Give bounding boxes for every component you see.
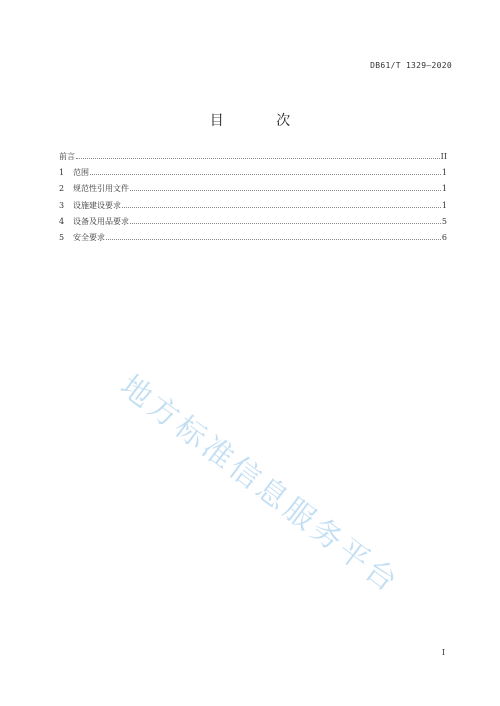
toc-dot-leader (106, 239, 441, 240)
toc-entry-label: 范围 (73, 168, 89, 178)
toc-entry-page: II (440, 152, 447, 161)
table-of-contents (59, 151, 447, 248)
toc-entry-label: 前言 (59, 152, 75, 161)
toc-dot-leader (130, 190, 441, 191)
toc-entry-normative-references[interactable] (59, 183, 447, 199)
toc-entry-page: 5 (441, 216, 447, 226)
toc-entry-scope[interactable] (59, 167, 447, 183)
toc-entry-label: 安全要求 (73, 232, 105, 242)
toc-entry-page: 1 (441, 184, 447, 194)
platform-watermark: 地方标准信息服务平台 (113, 368, 407, 602)
toc-entry-label: 规范性引用文件 (73, 184, 129, 194)
toc-entry-number: 2 (59, 184, 65, 194)
toc-entry-page: 1 (441, 168, 447, 178)
toc-entry-label: 设备及用品要求 (73, 216, 129, 226)
document-code: DB61/T 1329—2020 (370, 61, 452, 70)
toc-entry-number: 3 (59, 200, 65, 210)
toc-dot-leader (122, 207, 441, 208)
toc-title: 目 次 (209, 113, 315, 129)
toc-entry-safety-requirements[interactable] (59, 232, 447, 248)
toc-dot-leader (130, 223, 441, 224)
toc-entry-equipment-requirements[interactable] (59, 216, 447, 232)
toc-entry-page: 6 (441, 232, 447, 242)
toc-dot-leader (76, 158, 440, 159)
page-number: I (441, 648, 445, 657)
toc-entry-foreword[interactable] (59, 151, 447, 167)
toc-entry-number: 5 (59, 232, 65, 242)
toc-entry-label: 设施建设要求 (73, 200, 121, 210)
toc-entry-number: 4 (59, 216, 65, 226)
toc-entry-facility-requirements[interactable] (59, 200, 447, 216)
toc-entry-number: 1 (59, 168, 65, 178)
toc-dot-leader (90, 174, 441, 175)
toc-entry-page: 1 (441, 200, 447, 210)
